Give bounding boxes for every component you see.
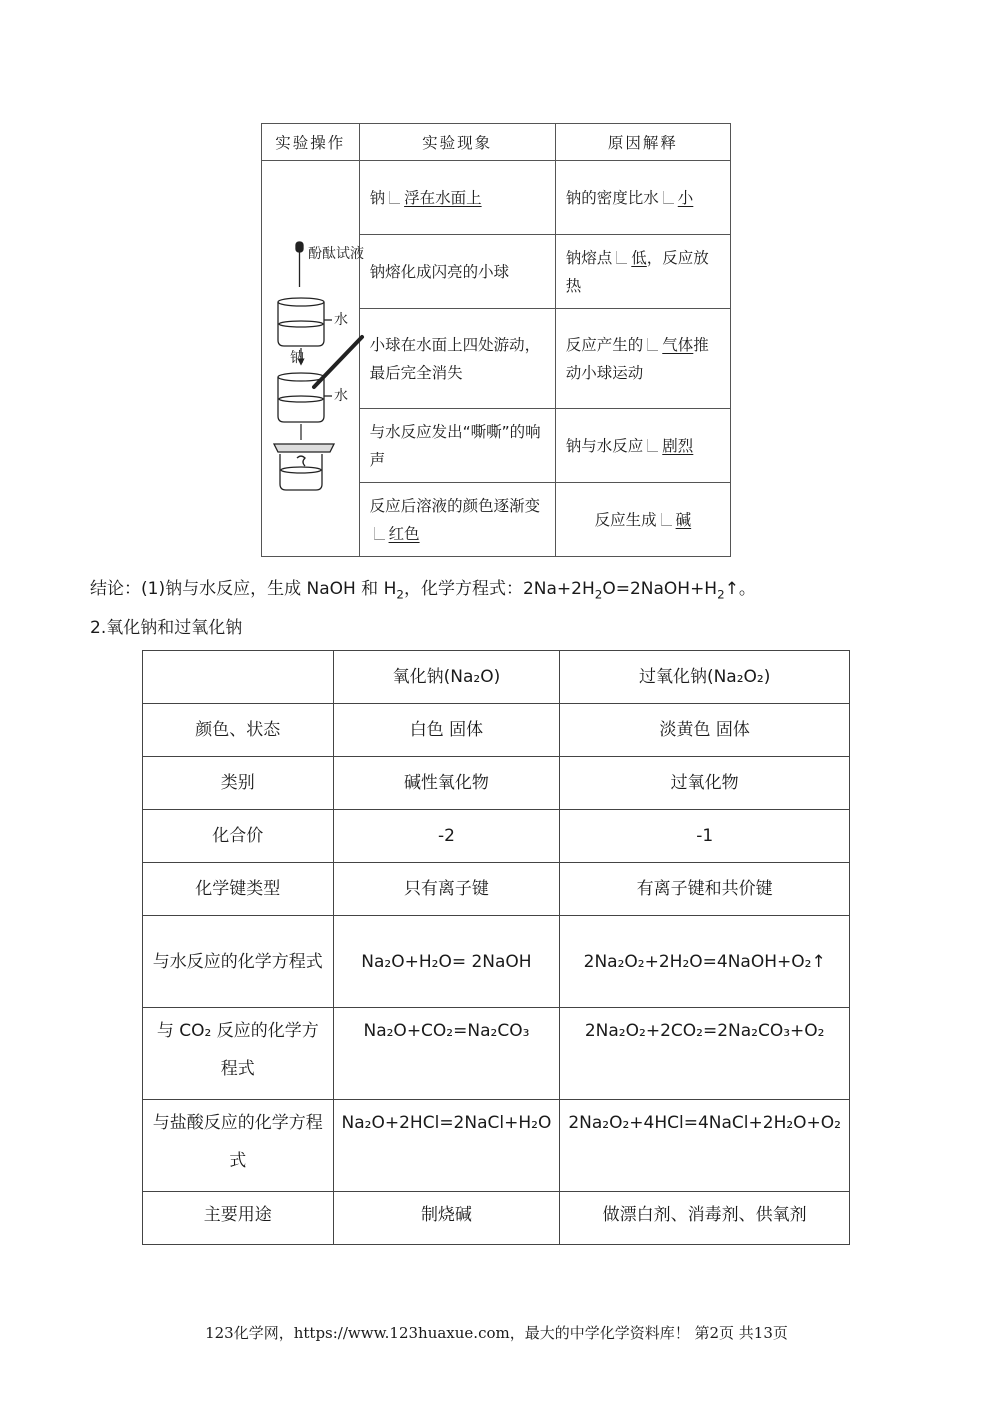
sodium-oxide-comparison-table	[142, 650, 850, 1245]
page-footer: 123化学网，https://www.123huaxue.com，最大的中学化学资料库！ 第2页 共13页	[205, 1324, 788, 1342]
row-label: 颜色、状态	[143, 704, 334, 757]
table-row	[143, 1192, 850, 1245]
section-title: 2.氧化钠和过氧化钠	[90, 618, 243, 638]
na2o2-value: 做漂白剂、消毒剂、供氧剂	[560, 1192, 850, 1245]
sodium-water-experiment-table	[261, 123, 731, 557]
water-label-1: 水	[334, 311, 349, 328]
row-label: 与 CO₂ 反应的化学方程式	[143, 1008, 334, 1100]
phenomenon-cell: 钠熔化成闪亮的小球	[359, 235, 555, 309]
na2o2-value: 过氧化物	[560, 757, 850, 810]
empty-cell	[143, 651, 334, 704]
phenomenon-cell: 反应后溶液的颜色逐渐变红色	[359, 483, 555, 557]
header-phenomenon: 实验现象	[359, 124, 555, 161]
row-label: 与盐酸反应的化学方程式	[143, 1100, 334, 1192]
dropper-icon	[296, 242, 303, 287]
phenomenon-cell: 与水反应发出“嘶嘶”的响声	[359, 409, 555, 483]
experiment-apparatus-figure	[264, 222, 365, 492]
na2o2-value: 有离子键和共价键	[560, 863, 850, 916]
row-label: 与水反应的化学方程式	[143, 916, 334, 1008]
reason-cell: 钠的密度比水 小	[555, 161, 730, 235]
na2o2-value: -1	[560, 810, 850, 863]
na2o2-value: 淡黄色 固体	[560, 704, 850, 757]
na2o-value: 制烧碱	[333, 1192, 560, 1245]
na2o-value: -2	[333, 810, 560, 863]
na2o-value: Na₂O+H₂O= 2NaOH	[333, 916, 560, 1008]
reason-cell: 反应生成 碱	[555, 483, 730, 557]
na2o-value: Na₂O+CO₂=Na₂CO₃	[333, 1008, 560, 1100]
beaker-icon	[274, 444, 334, 490]
table-row	[143, 916, 850, 1008]
reason-cell: 反应产生的 气体推动小球运动	[555, 309, 730, 409]
reason-cell: 钠熔点 低，反应放热	[555, 235, 730, 309]
row-label: 类别	[143, 757, 334, 810]
na2o-value: 白色 固体	[333, 704, 560, 757]
table-row	[143, 1100, 850, 1192]
na2o-value: 只有离子键	[333, 863, 560, 916]
water-label-2: 水	[334, 387, 349, 404]
table-row	[262, 161, 731, 235]
sodium-label: 钠	[290, 349, 305, 366]
conclusion-text: 结论：(1)钠与水反应，生成 NaOH 和 $H_2$，化学方程式：$2Na+2H_2O=2NaOH+H_2↑$。	[90, 579, 756, 602]
row-label: 主要用途	[143, 1192, 334, 1245]
experiment-figure-cell	[262, 161, 365, 557]
na2o-value: 碱性氧化物	[333, 757, 560, 810]
reagent-label: 酚酞试液	[308, 245, 365, 262]
table-row	[143, 1008, 850, 1100]
table-header-row	[262, 124, 731, 161]
na2o2-value: 2Na₂O₂+4HCl=4NaCl+2H₂O+O₂	[560, 1100, 850, 1192]
table-row	[143, 651, 850, 704]
na2o2-value: 2Na₂O₂+2H₂O=4NaOH+O₂↑	[560, 916, 850, 1008]
na2o2-value: 2Na₂O₂+2CO₂=2Na₂CO₃+O₂	[560, 1008, 850, 1100]
header-reason: 原因解释	[555, 124, 730, 161]
beaker-icon	[278, 298, 332, 346]
header-na2o2: 过氧化钠(Na₂O₂)	[560, 651, 850, 704]
row-label: 化合价	[143, 810, 334, 863]
beaker-icon	[278, 373, 332, 422]
reason-cell: 钠与水反应 剧烈	[555, 409, 730, 483]
table-row	[143, 810, 850, 863]
table-row	[143, 757, 850, 810]
header-operation: 实验操作	[262, 124, 360, 161]
header-na2o: 氧化钠(Na₂O)	[333, 651, 560, 704]
row-label: 化学键类型	[143, 863, 334, 916]
na2o-value: Na₂O+2HCl=2NaCl+H₂O	[333, 1100, 560, 1192]
phenomenon-cell: 小球在水面上四处游动，最后完全消失	[359, 309, 555, 409]
table-row	[143, 863, 850, 916]
table-row	[143, 704, 850, 757]
phenomenon-cell: 钠 浮在水面上	[359, 161, 555, 235]
